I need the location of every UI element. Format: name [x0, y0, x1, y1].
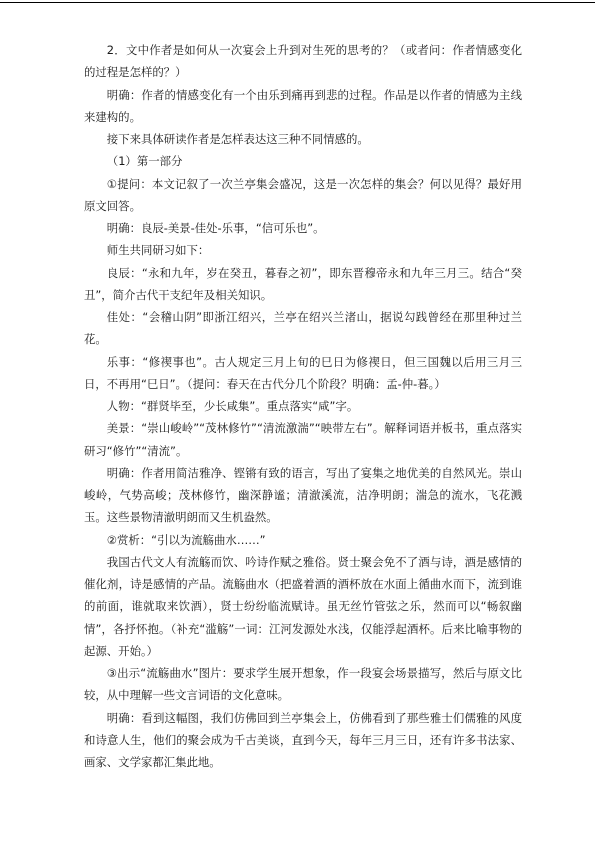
appreciation-body: 我国古代文人有流觞而饮、吟诗作赋之雅俗。贤士聚会免不了酒与诗，酒是感情的催化剂，诗是感情的产品。流觞曲水（把盛着酒的酒杯放在水面上循曲水而下，流到谁的前面，谁就取来饮酒），贤士纷纷临流赋诗。虽无丝竹管弦之乐，然而可以“畅叙幽情”，各抒怀抱。（补充“滥觞”一词：江河发源处水浅，仅能浮起酒杯。后来比喻事物的起源、开始。） [84, 554, 522, 658]
note-scenery: 美景：“崇山峻岭”“茂林修竹”“清流激湍”“映带左右”。解释词语并板书，重点落实研习“修竹”“清流”。 [84, 421, 522, 458]
picture-task: ③出示“流觞曲水”图片：要求学生展开想象，作一段宴会场景描写，然后与原文比较，从中理解一些文言词语的文化意味。 [84, 666, 522, 703]
note-good-time: 良辰：“永和九年，岁在癸丑，暮春之初”，即东晋穆帝永和九年三月三。结合“癸丑”，简介古代干支纪年及相关知识。 [84, 265, 522, 302]
note-good-place: 佳处：“会稽山阴”即浙江绍兴，兰亭在绍兴兰渚山，据说勾践曾经在那里种过兰花。 [84, 310, 522, 347]
study-intro: 师生共同研习如下： [106, 243, 210, 258]
document-body [84, 39, 522, 773]
appreciation-heading: ②赏析：“引以为流觞曲水……” [106, 532, 266, 547]
answer-emotion-change: 明确：作者的情感变化有一个由乐到痛再到悲的过程。作品是以作者的情感为主线来建构的。 [84, 87, 522, 124]
section-heading-part-1: （1）第一部分 [106, 154, 183, 169]
note-happy-event: 乐事：“修禊事也”。古人规定三月上旬的巳日为修禊日，但三国魏以后用三月三日，不再用“巳日”。（提问：春天在古代分几个阶段？明确：孟-仲-暮。） [84, 354, 522, 391]
header-rule [0, 2, 595, 3]
note-people: 人物：“群贤毕至，少长咸集”。重点落实“咸”字。 [106, 399, 359, 413]
transition-paragraph: 接下来具体研读作者是怎样表达这三种不同情感的。 [106, 132, 369, 146]
answer-picture: 明确：看到这幅图，我们仿佛回到兰亭集会上，仿佛看到了那些雅士们儒雅的风度和诗意人生，他们的聚会成为千古美谈，直到今天，每年三月三日，还有许多书法家、画家、文学家都汇集此地。 [84, 710, 522, 769]
question-gathering: ①提问：本文记叙了一次兰亭集会盛况，这是一次怎样的集会？何以见得？最好用原文回答。 [84, 176, 522, 213]
answer-scenery: 明确：作者用简洁雅净、铿锵有致的语言，写出了宴集之地优美的自然风光。崇山峻岭，气势高峻；茂林修竹，幽深静谧；清澈溪流，洁净明朗；湍急的流水，飞花溅玉。这些景物清澈明朗而又生机盎然。 [84, 465, 522, 525]
answer-gathering: 明确：良辰-美景-佳处-乐事，“信可乐也”。 [106, 221, 325, 235]
question-2: 2．文中作者是如何从一次宴会上升到对生死的思考的？（或者问：作者情感变化的过程是怎样的？） [84, 43, 522, 80]
